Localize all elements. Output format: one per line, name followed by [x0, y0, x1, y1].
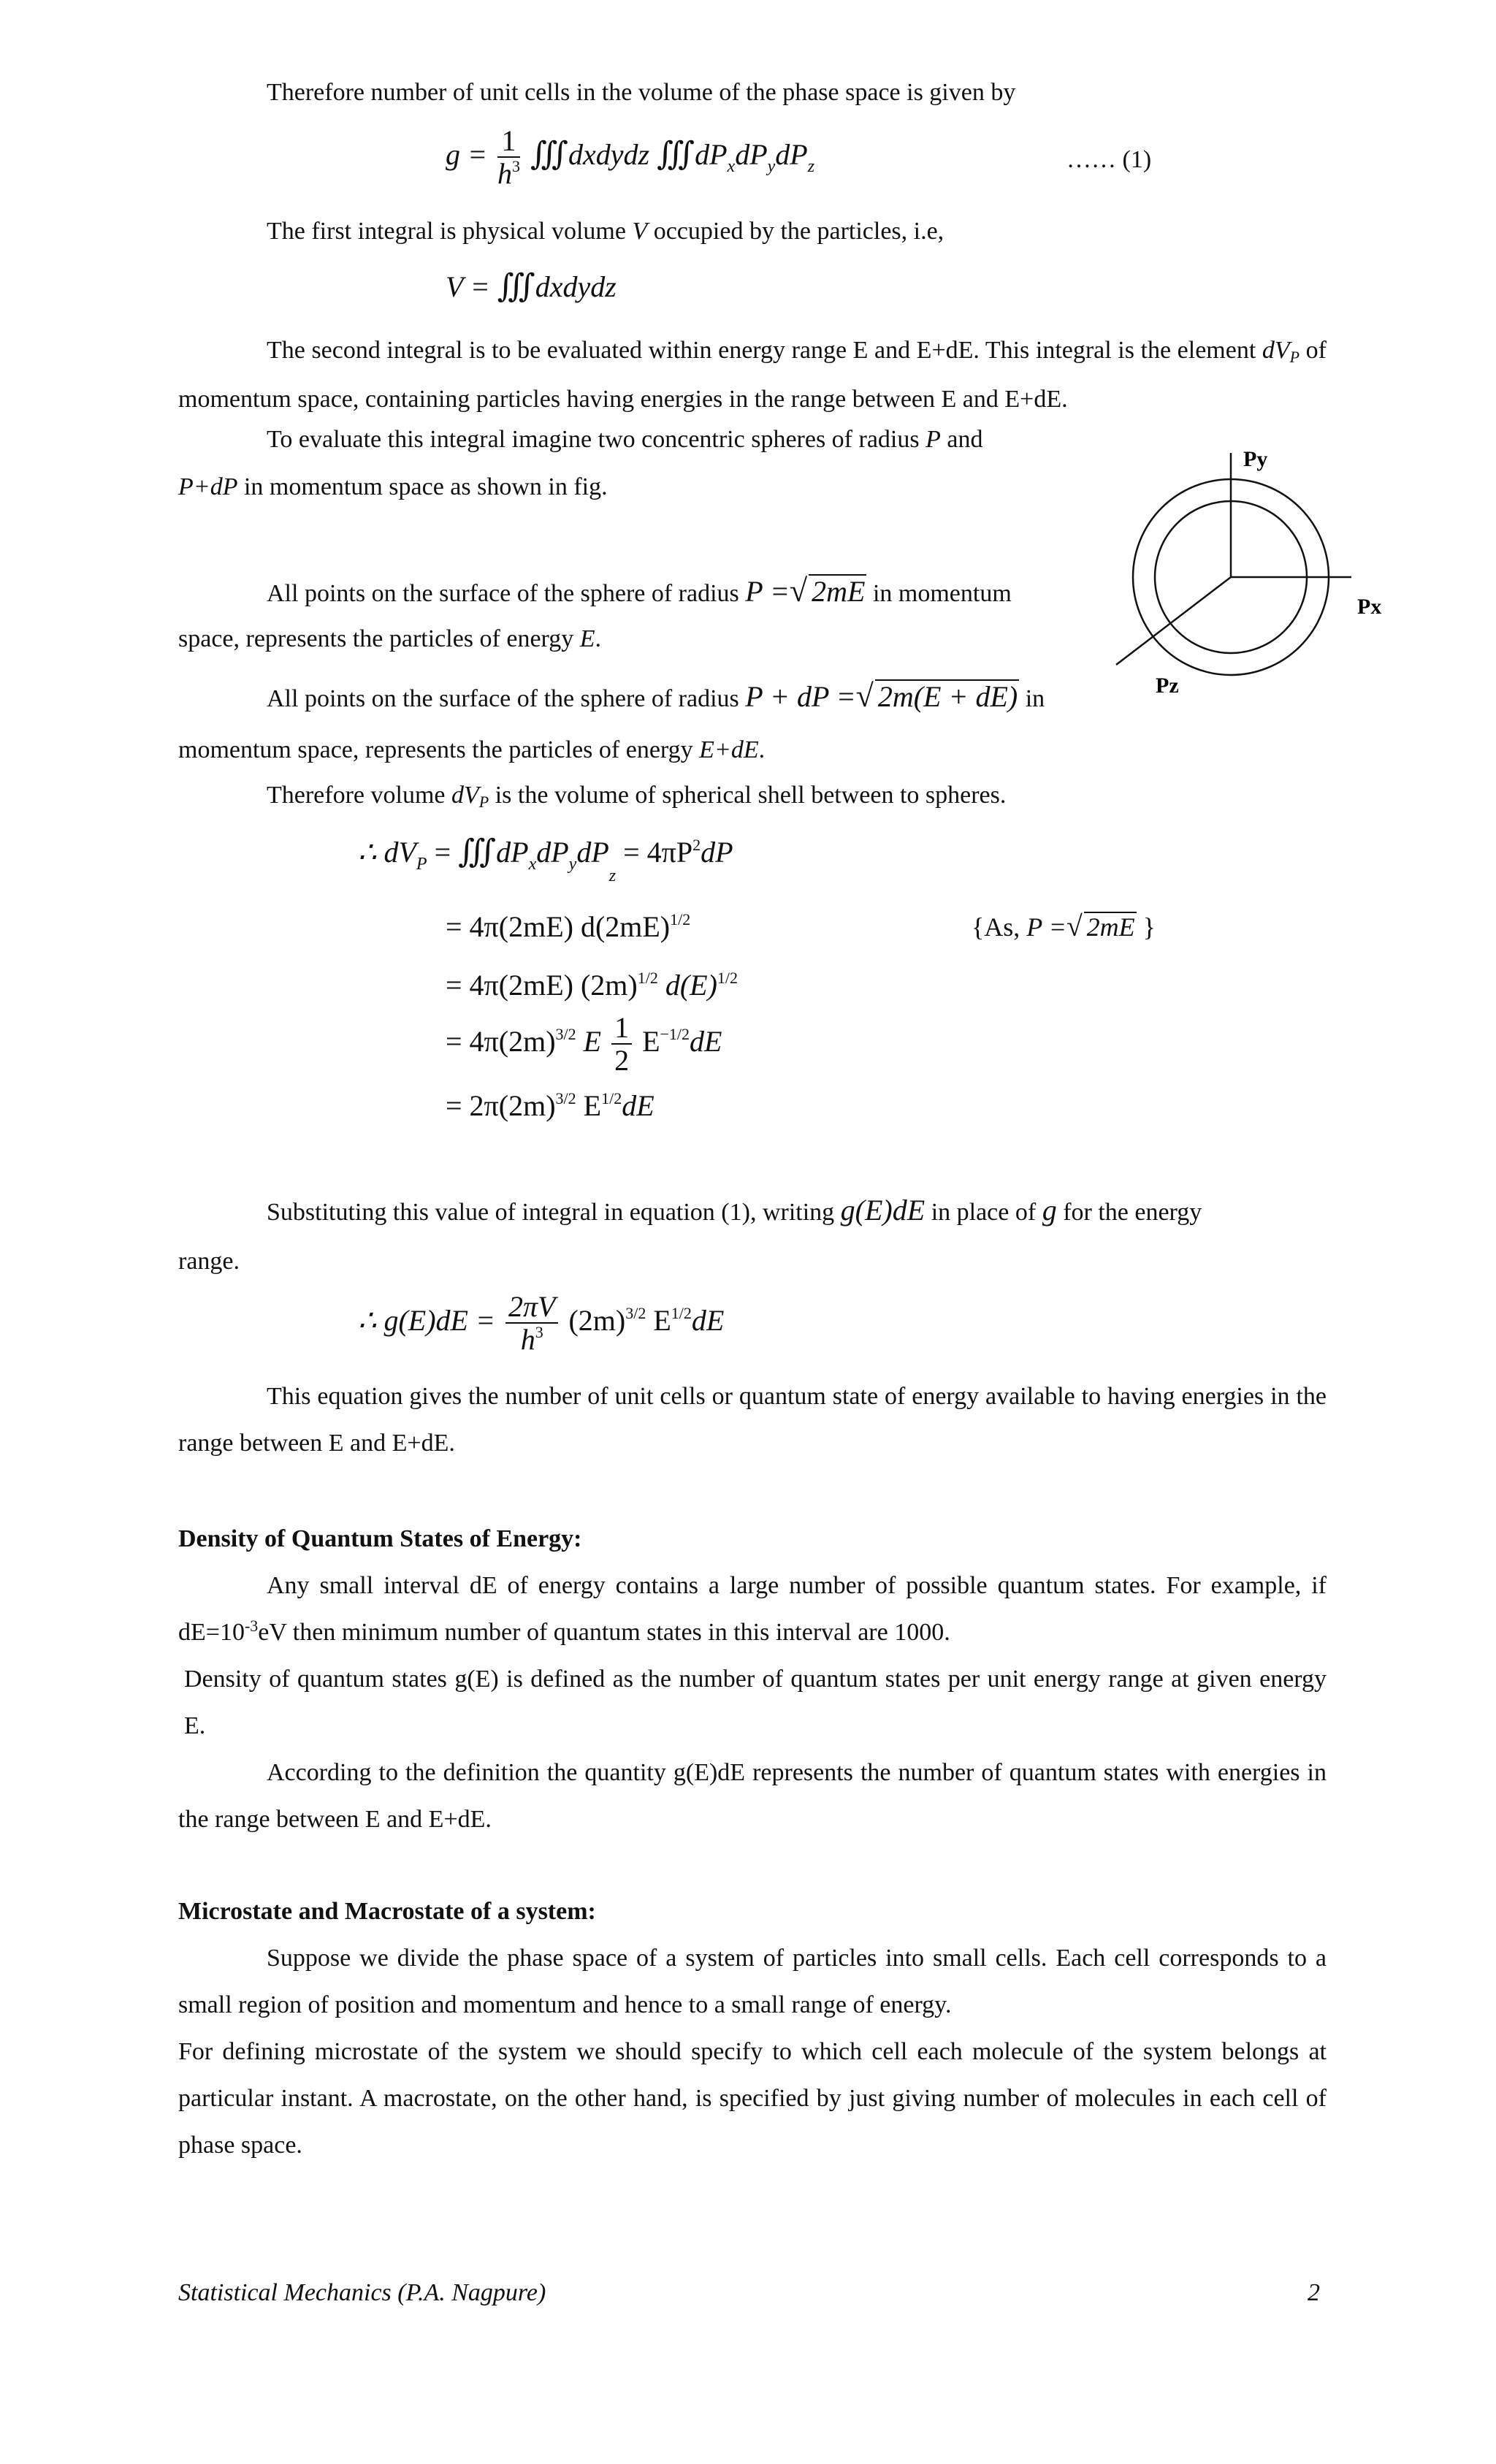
- evaluate-text: To evaluate this integral imagine two concentric spheres of radius P and: [267, 426, 983, 453]
- evaluate-text-line2: P+dP in momentum space as shown in fig.: [178, 473, 608, 500]
- py-label: Py: [1243, 447, 1268, 471]
- density-heading: Density of Quantum States of Energy:: [178, 1525, 582, 1552]
- page-number: 2: [1308, 2279, 1320, 2306]
- microstate-heading: Microstate and Macrostate of a system:: [178, 1898, 596, 1925]
- microstate-paragraph-2: For defining microstate of the system we should specify to which cell each molecule of the system belongs at particular instant. A macrostate, on the other hand, is specified by just giving number of molecules in each cell of phase space.: [178, 2038, 1327, 2159]
- density-paragraph-2: Density of quantum states g(E) is defined as the number of quantum states per unit energy range at given energy E.: [184, 1666, 1327, 1739]
- derivation-line-4: = $4\pi(2m)^{3/2}$ E $\frac{1}{2}$ $E^{-1/2}dE$: [446, 1011, 722, 1077]
- final-equation: ∴ g(E)dE = $\frac{2\pi V}{h^3}$ $(2m)^{3/2}$ $E^{1/2}dE$: [358, 1290, 725, 1356]
- footer-title: Statistical Mechanics (P.A. Nagpure): [178, 2279, 546, 2306]
- derivation-line-2: = 4π(2mE) $d(2mE)^{1/2}$: [446, 910, 691, 943]
- substituting-text-line2: range.: [178, 1248, 240, 1275]
- derivation-line-5: = $2\pi(2m)^{3/2}$ $E^{1/2}dE$: [446, 1089, 654, 1122]
- second-integral-paragraph: The second integral is to be evaluated within energy range E and E+dE. This integral is the element dVP of momentum space, containing particles having energies in the range between E and E+dE.: [178, 337, 1327, 413]
- substituting-text: Substituting this value of integral in equation (1), writing g(E)dE in place of g for the energy: [267, 1194, 1202, 1227]
- therefore-volume-text: Therefore volume dVP is the volume of spherical shell between to spheres.: [267, 782, 1007, 811]
- first-integral-text: The first integral is physical volume V occupied by the particles, i.e,: [267, 218, 944, 245]
- derivation-note: {As, P =√ 2mE }: [972, 910, 1156, 942]
- fraction-1-over-h3: $\frac{1}{h^3}$: [497, 124, 520, 190]
- pz-label: Pz: [1156, 674, 1179, 698]
- equation-1: g = $\frac{1}{h^3}$ ∭ dxdydz ∭ $dP_xdP_ydP_z$: [446, 124, 815, 190]
- derivation-line-3: = 4π(2mE) $(2m)^{1/2}$ $d(E)^{1/2}$: [446, 969, 739, 1002]
- microstate-paragraph-1: Suppose we divide the phase space of a system of particles into small cells. Each cell corresponds to a small region of position and momentum and hence to a small range of energy.: [178, 1945, 1327, 2018]
- intro-text: Therefore number of unit cells in the volume of the phase space is given by: [267, 79, 1016, 106]
- sphere-pdp-text-line2: momentum space, represents the particles of energy E+dE.: [178, 736, 766, 763]
- equation-gives-paragraph: This equation gives the number of unit cells or quantum state of energy available to having energies in the range between E and E+dE.: [178, 1383, 1327, 1457]
- density-paragraph-3: According to the definition the quantity g(E)dE represents the number of quantum states with energies in the range between E and E+dE.: [178, 1759, 1327, 1833]
- sphere-p-text: All points on the surface of the sphere of radius P =√ 2mE in momentum: [267, 573, 1012, 609]
- derivation-line-1: ∴ $dV_P$ = ∭ $dP_xdP_ydP_z = 4\pi P^2dP$: [358, 834, 733, 885]
- fraction-one-half: $\frac{1}{2}$: [611, 1012, 632, 1077]
- density-paragraph-1: Any small interval dE of energy contains a large number of possible quantum states. For example, if $dE=10^{-3}eV$ then minimum number of quantum states in this interval are 1000.: [178, 1572, 1327, 1646]
- momentum-space-figure: [1110, 438, 1402, 716]
- sphere-p-text-line2: space, represents the particles of energy E.: [178, 625, 602, 652]
- sphere-pdp-text: All points on the surface of the sphere of radius P + dP =√ 2m(E + dE) in: [267, 678, 1045, 714]
- equation-1-tag: …… (1): [1066, 146, 1152, 173]
- volume-equation: V = ∭ dxdydz: [446, 268, 617, 304]
- fraction-2piV-over-h3: $\frac{2\pi V}{h^3}$: [505, 1292, 558, 1356]
- px-label: Px: [1357, 595, 1382, 619]
